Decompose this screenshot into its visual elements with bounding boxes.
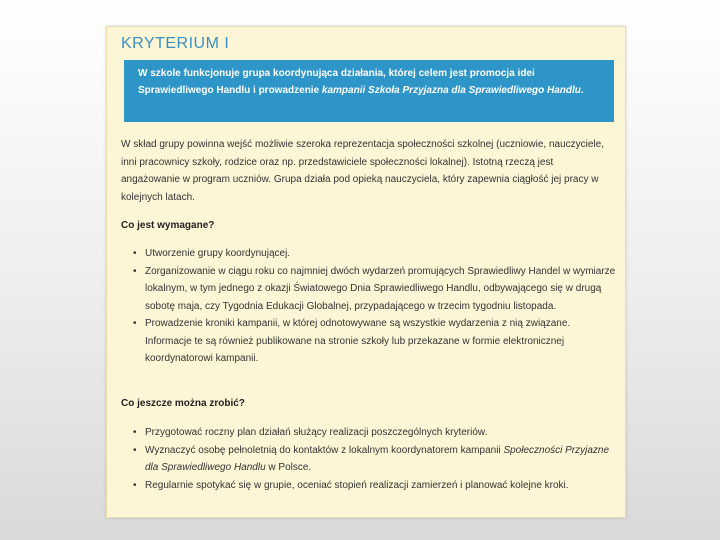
required-heading: Co jest wymagane? xyxy=(121,220,215,231)
banner-italic-text: kampanii Szkoła Przyjazna dla Sprawiedliwego Handlu xyxy=(321,85,581,96)
optional-list xyxy=(133,424,617,494)
list-item: • Zorganizowanie w ciągu roku co najmniej dwóch wydarzeń promujących Sprawiedliwy Handel w wymiarze lokalnym, w tym jednego z okazji Światowego Dnia Sprawiedliwego Handlu, odbywającego się w drugą sobotę maja, czy Tygodnia Edukacji Globalnej, przypadającego w trzecim tygodniu listopada. xyxy=(133,263,617,316)
list-item: • Regularnie spotykać się w grupie, oceniać stopień realizacji zamierzeń i planować kolejne kroki. xyxy=(133,477,617,495)
intro-paragraph: W skład grupy powinna wejść możliwie szeroka reprezentacja społeczności szkolnej (uczniowie, nauczyciele, inni pracownicy szkoły, rodzice oraz np. przedstawiciele społeczności lokalnej). Istotną rzeczą jest angażowanie w program uczniów. Grupa działa pod opieką nauczyciela, który zapewnia ciągłość jej pracy w kolejnych latach. xyxy=(121,139,604,203)
list-item-text-end: w Polsce. xyxy=(265,462,312,473)
list-item: • Prowadzenie kroniki kampanii, w której odnotowywane są wszystkie wydarzenia z nią związane. Informacje te są również publikowane na stronie szkoły lub przekazane w formie elektronicznej koordynatorowi kampanii. xyxy=(133,315,617,368)
optional-heading: Co jeszcze można zrobić? xyxy=(121,398,245,409)
list-item xyxy=(133,442,617,477)
list-item-italic-text: Społeczności Przyjazne dla Sprawiedliwego Handlu xyxy=(145,444,610,473)
page-title: KRYTERIUM I xyxy=(121,35,230,52)
list-item: • Utworzenie grupy koordynującej. xyxy=(133,245,617,263)
criterion-banner xyxy=(124,60,614,122)
document-page xyxy=(106,26,626,518)
banner-text-end: . xyxy=(580,85,584,96)
banner-text: W szkole funkcjonuje grupa koordynująca działania, której celem jest promocja idei Sprawiedliwego Handlu i prowadzenie xyxy=(138,68,535,96)
list-item: • Przygotować roczny plan działań służący realizacji poszczególnych kryteriów. xyxy=(133,424,617,442)
required-list xyxy=(133,245,617,368)
list-item-text: Wyznaczyć osobę pełnoletnią do kontaktów z lokalnym koordynatorem kampanii xyxy=(145,444,504,456)
